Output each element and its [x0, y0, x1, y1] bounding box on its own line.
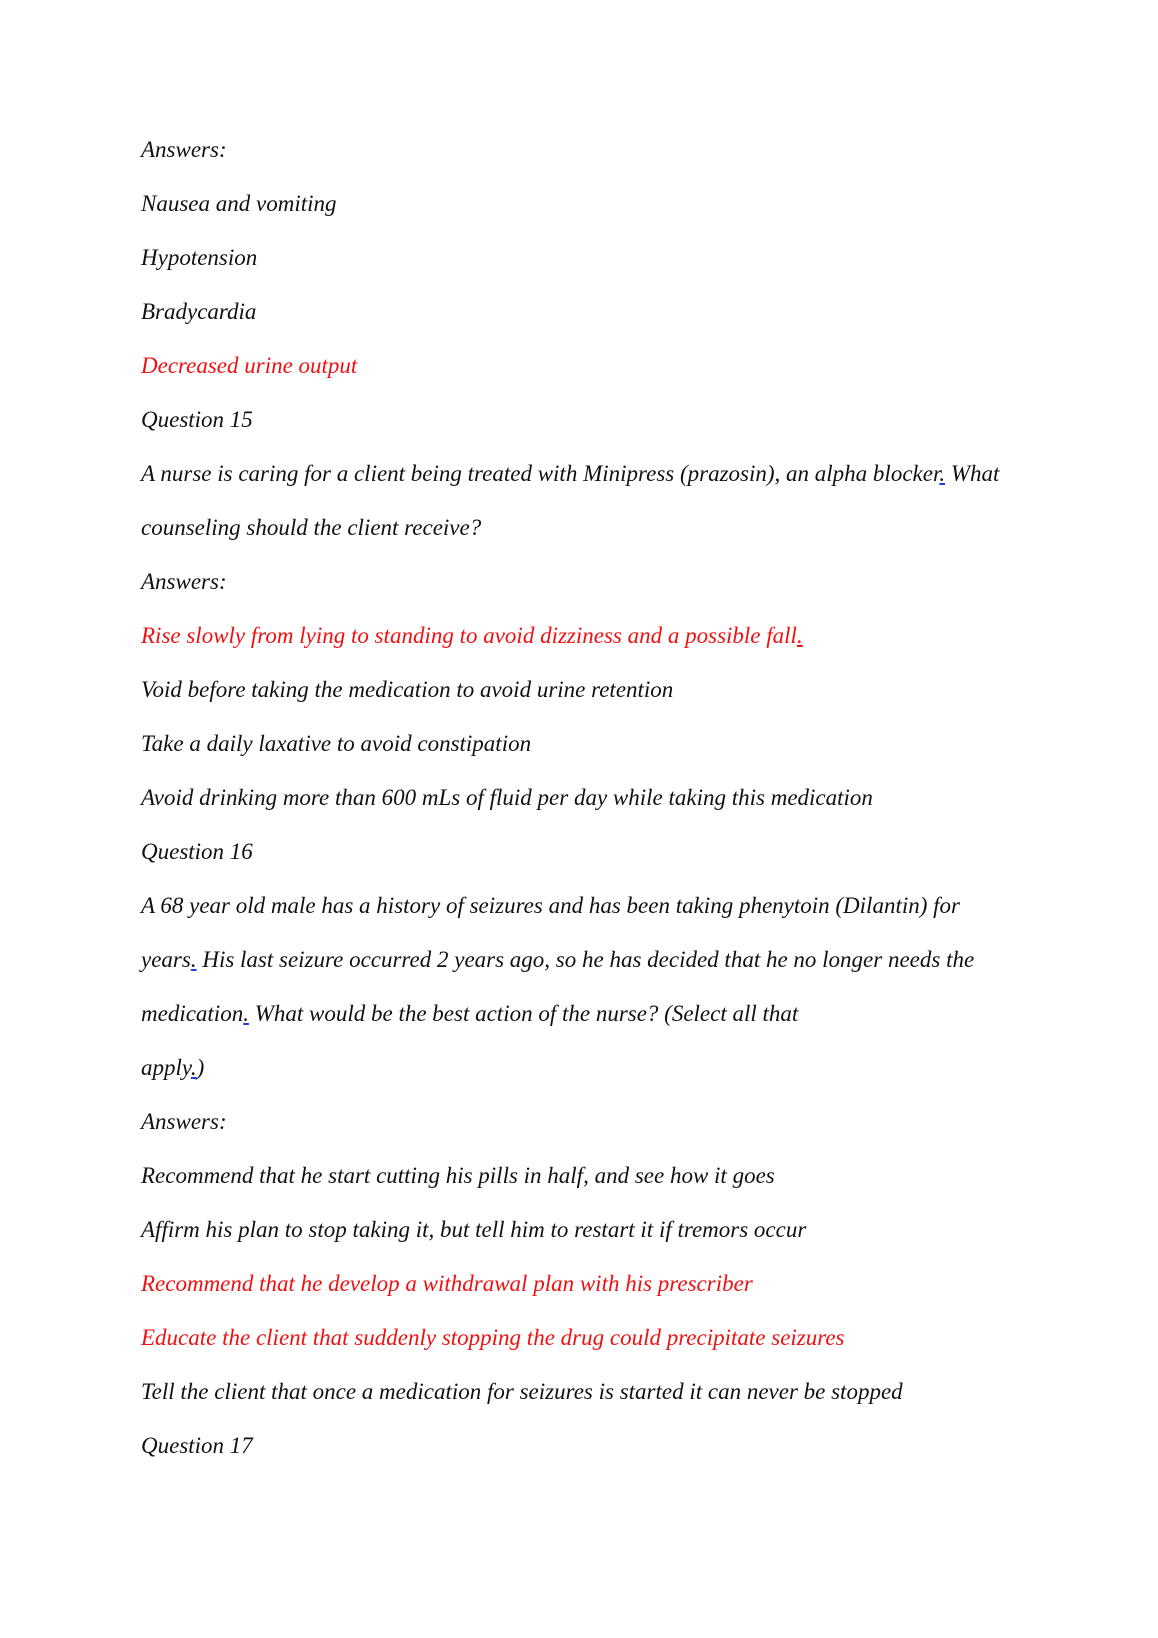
q14-option-2: Hypotension — [141, 245, 258, 270]
q15-option-2: Void before taking the medication to avoid urine retention — [141, 677, 674, 702]
question-16-text-line-3 — [141, 1000, 1041, 1054]
q14-option-3: Bradycardia — [141, 299, 257, 324]
q15-text-part: What — [945, 461, 1000, 486]
answers-label: Answers: — [141, 137, 227, 162]
document-body — [141, 136, 1041, 1486]
question-15-text-line-1 — [141, 460, 1041, 514]
q15-period-link: . — [939, 461, 946, 486]
q16-option-2: Affirm his plan to stop taking it, but tell him to restart it if tremors occur — [141, 1217, 807, 1242]
q14-option-4-correct: Decreased urine output — [141, 353, 358, 378]
question-15-text-line-2: counseling should the client receive? — [141, 515, 482, 540]
question-16-text-line-4 — [141, 1054, 1041, 1108]
q14-option-1: Nausea and vomiting — [141, 191, 337, 216]
q16-option-3-correct: Recommend that he develop a withdrawal plan with his prescriber — [141, 1271, 753, 1296]
q15-option-1-text: Rise slowly from lying to standing to avoid dizziness and a possible fall — [141, 623, 797, 648]
q16-text-part: What would be the best action of the nurse? (Select all that — [248, 1001, 799, 1026]
question-17-title: Question 17 — [141, 1433, 253, 1458]
q16-text-part: ) — [196, 1055, 205, 1080]
question-16-text-line-2 — [141, 946, 1041, 1000]
q16-text-part: His last seizure occurred 2 years ago, so he has decided that he no longer needs the — [196, 947, 975, 972]
answers-label: Answers: — [141, 569, 227, 594]
question-16-title: Question 16 — [141, 839, 253, 864]
q16-option-5: Tell the client that once a medication for seizures is started it can never be stopped — [141, 1379, 903, 1404]
answers-label: Answers: — [141, 1109, 227, 1134]
q16-period-link: . — [190, 1055, 197, 1080]
question-15-title: Question 15 — [141, 407, 253, 432]
q16-text-part: years — [141, 947, 191, 972]
q15-option-3: Take a daily laxative to avoid constipation — [141, 731, 532, 756]
q16-option-1: Recommend that he start cutting his pills in half, and see how it goes — [141, 1163, 775, 1188]
q16-period-link: . — [190, 947, 197, 972]
q16-text-part: apply — [141, 1055, 191, 1080]
q15-option-1-period: . — [796, 623, 803, 648]
q15-text-part: A nurse is caring for a client being treated with Minipress (prazosin), an alpha blocker — [141, 461, 940, 486]
question-16-text-line-1: A 68 year old male has a history of seizures and has been taking phenytoin (Dilantin) for — [141, 893, 960, 918]
q16-period-link: . — [243, 1001, 249, 1026]
q15-option-1-correct — [141, 622, 1041, 676]
q15-option-4: Avoid drinking more than 600 mLs of fluid per day while taking this medication — [141, 785, 873, 810]
q16-text-part: medication — [141, 1001, 244, 1026]
q16-option-4-correct: Educate the client that suddenly stopping the drug could precipitate seizures — [141, 1325, 845, 1350]
